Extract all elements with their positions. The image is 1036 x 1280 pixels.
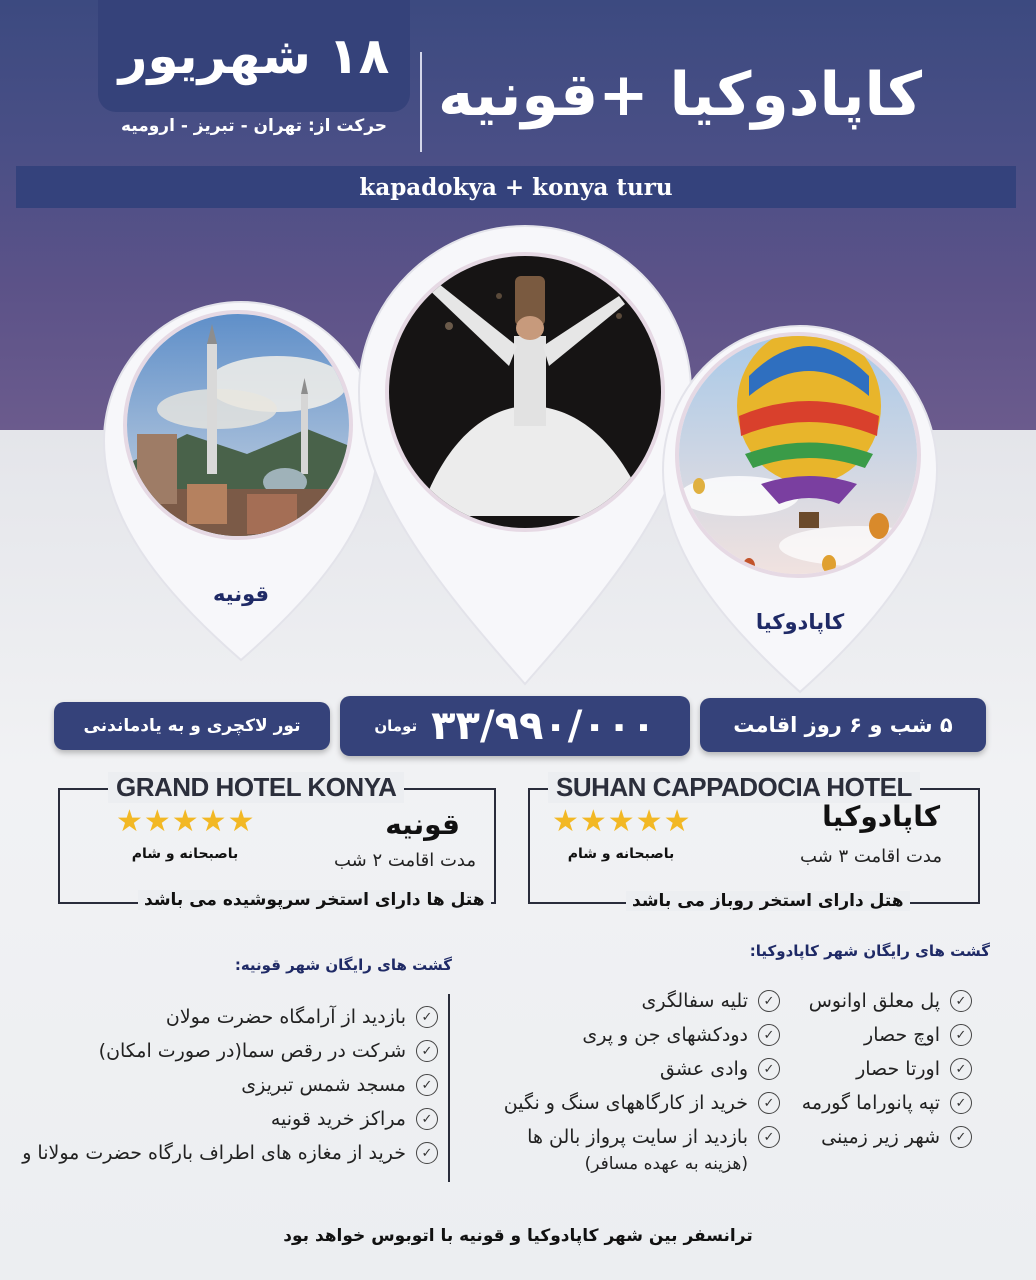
check-icon: ✓ [758, 1058, 780, 1080]
check-icon: ✓ [758, 1092, 780, 1114]
list-item: ✓ بازدید از آرامگاه حضرت مولان [0, 1000, 438, 1034]
konya-label: قونیه [212, 582, 270, 606]
dervish-photo [385, 252, 665, 532]
duration-pill [700, 698, 986, 752]
list-item: ✓ شهر زیر زمینی [786, 1120, 972, 1154]
list-item: ✓ خرید از مغازه های اطراف بارگاه حضرت مولانا و [0, 1136, 438, 1170]
check-icon: ✓ [416, 1040, 438, 1062]
cappadocia-tours-title: گشت های رایگان شهر کاپادوکیا: [749, 942, 990, 960]
list-item: ✓ پل معلق اوانوس [786, 984, 972, 1018]
header-divider [420, 52, 422, 152]
check-icon: ✓ [416, 1142, 438, 1164]
duration-text: ۵ شب و ۶ روز اقامت [733, 713, 953, 737]
konya-pool-info: هتل ها دارای استخر سرپوشیده می باشد [138, 890, 491, 910]
list-item: ✓ تپه پانوراما گورمه [786, 1086, 972, 1120]
list-item: ✓ وادی عشق [470, 1052, 780, 1086]
price-value: ۳۳/۹۹۰/۰۰۰ [431, 703, 656, 749]
balloon-cost-note: (هزینه به عهده مسافر) [584, 1154, 748, 1174]
departure-cities: حرکت از: تهران - تبریز - ارومیه [120, 116, 388, 136]
check-icon: ✓ [758, 990, 780, 1012]
check-icon: ✓ [758, 1024, 780, 1046]
check-icon: ✓ [950, 990, 972, 1012]
mosque-landscape-icon [127, 314, 353, 540]
tour-subtitle: kapadokya + konya turu [359, 173, 673, 201]
check-icon: ✓ [416, 1074, 438, 1096]
list-item: ✓ مسجد شمس تبریزی [0, 1068, 438, 1102]
konya-tours-title: گشت های رایگان شهر قونیه: [234, 956, 452, 974]
list-item: ✓ خرید از کارگاههای سنگ و نگین [470, 1086, 780, 1120]
departure-date: ۱۸ شهریور [118, 27, 390, 85]
konya-hotel-city: قونیه [385, 808, 460, 841]
check-icon: ✓ [758, 1126, 780, 1148]
list-item: ✓ شرکت در رقص سما(در صورت امکان) [0, 1034, 438, 1068]
cappadocia-meal-plan: باصبحانه و شام [567, 846, 675, 862]
cappadocia-stars-rating: ★★★★★ [552, 804, 692, 839]
konya-pin [96, 296, 386, 666]
cappadocia-tours-col2 [470, 984, 780, 1182]
check-icon: ✓ [950, 1058, 972, 1080]
list-item: ✓ مراکز خرید قونیه [0, 1102, 438, 1136]
tours-divider [448, 994, 450, 1182]
cappadocia-label: کاپادوکیا [755, 610, 845, 634]
dervish-pin [355, 222, 695, 690]
cappadocia-pin [655, 320, 945, 698]
luxury-pill [54, 702, 330, 750]
hot-air-balloon-icon [679, 336, 921, 578]
cappadocia-stay-duration: مدت اقامت ۳ شب [799, 846, 942, 867]
whirling-dervish-icon [389, 256, 665, 532]
price-currency: تومان [374, 717, 418, 735]
subtitle-bar [16, 166, 1016, 208]
transfer-note: ترانسفر بین شهر کاپادوکیا و قونیه با اتوبوس خواهد بود [283, 1226, 753, 1246]
cappadocia-tours-col1 [786, 984, 972, 1154]
list-item: ✓ اورتا حصار [786, 1052, 972, 1086]
cappadocia-pool-info: هتل دارای استخر روباز می باشد [626, 891, 910, 911]
cappadocia-photo [675, 332, 921, 578]
konya-stay-duration: مدت اقامت ۲ شب [333, 850, 476, 871]
check-icon: ✓ [950, 1092, 972, 1114]
check-icon: ✓ [950, 1024, 972, 1046]
cappadocia-hotel-name: SUHAN CAPPADOCIA HOTEL [548, 772, 920, 803]
check-icon: ✓ [416, 1108, 438, 1130]
check-icon: ✓ [950, 1126, 972, 1148]
konya-meal-plan: باصبحانه و شام [131, 846, 239, 862]
tour-title: کاپادوکیا +قونیه [438, 60, 922, 130]
list-item: ✓ تلیه سفالگری [470, 984, 780, 1018]
konya-hotel-name: GRAND HOTEL KONYA [108, 772, 404, 803]
konya-tours-list [0, 1000, 438, 1170]
konya-photo [123, 310, 353, 540]
cappadocia-hotel-city: کاپادوکیا [822, 800, 940, 833]
price-pill [340, 696, 690, 756]
check-icon: ✓ [416, 1006, 438, 1028]
konya-stars-rating: ★★★★★ [116, 804, 256, 839]
luxury-text: تور لاکچری و به یادماندنی [83, 716, 301, 736]
date-badge [98, 0, 410, 112]
list-item: ✓ اوچ حصار [786, 1018, 972, 1052]
list-item: ✓ دودکشهای جن و پری [470, 1018, 780, 1052]
list-item: ✓ بازدید از سایت پرواز بالن ها [470, 1120, 780, 1154]
